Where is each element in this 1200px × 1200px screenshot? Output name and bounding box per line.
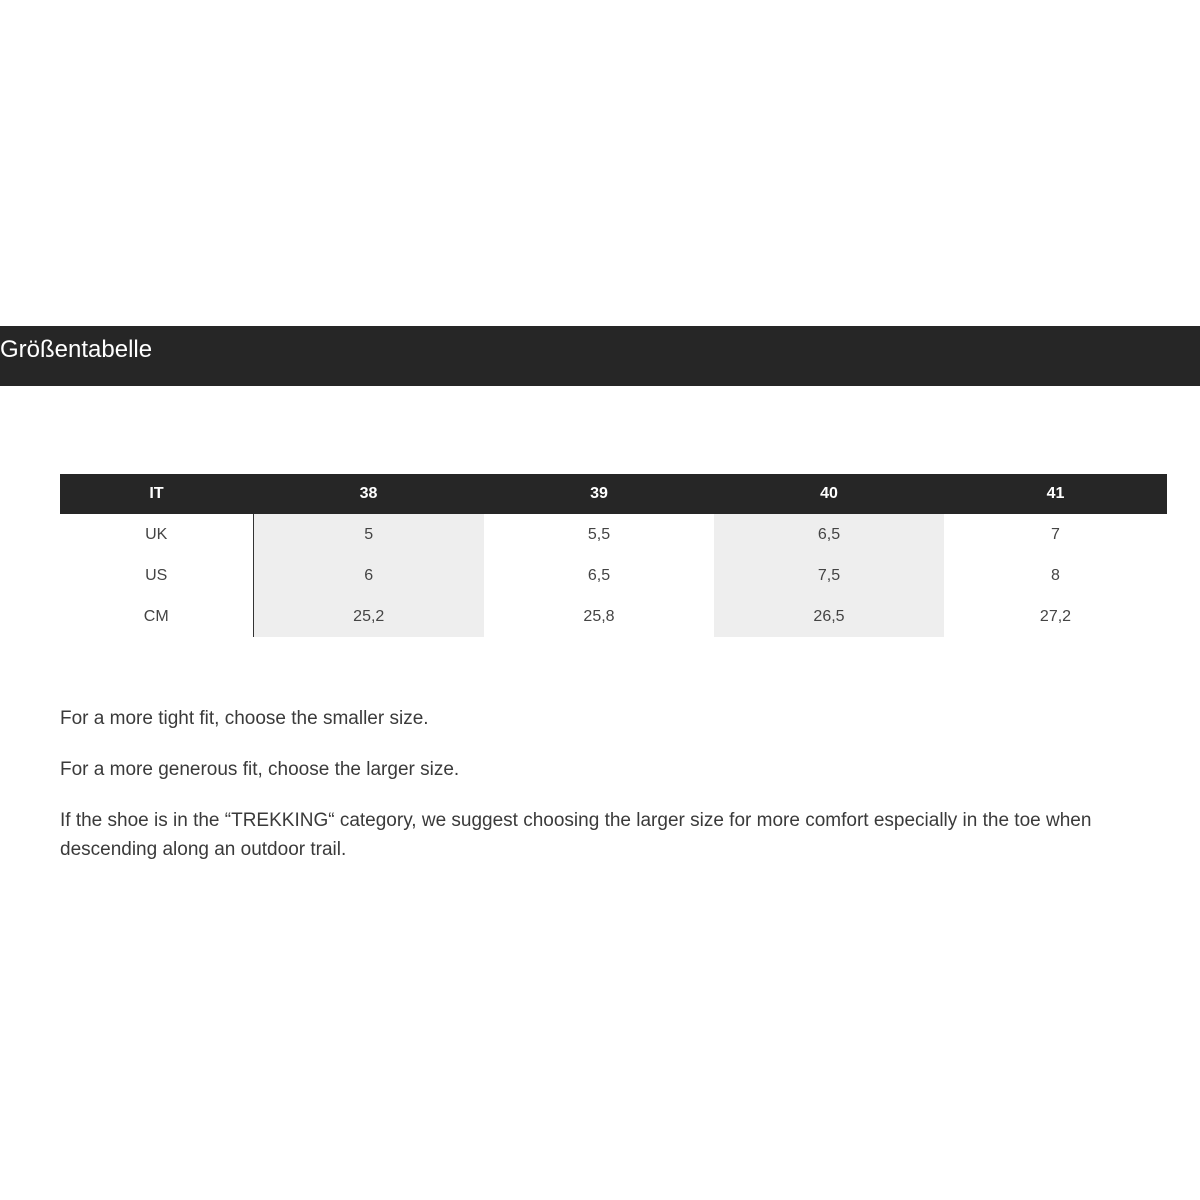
size-chart-header: [0, 326, 1200, 386]
table-cell: 6,5: [714, 514, 944, 555]
table-row-uk: [60, 514, 1167, 555]
table-cell: 6,5: [587, 566, 611, 584]
fit-notes: [60, 704, 1175, 886]
note-generous-fit: For a more generous fit, choose the larger size.: [60, 759, 460, 780]
table-cell: 5: [253, 514, 484, 555]
size-table: [60, 474, 1168, 637]
column-header-39: 39: [590, 485, 608, 502]
note-trekking: If the shoe is in the “TREKKING“ category, we suggest choosing the larger size for more comfort especially in the toe when descending along an outdoor trail.: [60, 810, 1092, 860]
table-row-cm: [60, 596, 1167, 637]
table-header-row: [60, 474, 1167, 514]
table-cell: 6: [253, 555, 484, 596]
row-label: UK: [60, 514, 253, 555]
column-header-38: 38: [359, 485, 378, 502]
table-cell: 25,2: [253, 596, 484, 637]
table-cell: 8: [1051, 566, 1060, 584]
table-cell: 5,5: [587, 525, 611, 543]
column-header-it: IT: [149, 485, 164, 502]
note-tight-fit: For a more tight fit, choose the smaller size.: [60, 708, 429, 729]
table-cell: 26,5: [714, 596, 944, 637]
table-row-us: [60, 555, 1167, 596]
table-cell: 25,8: [583, 607, 615, 625]
row-label: CM: [60, 596, 253, 637]
row-label: US: [60, 555, 253, 596]
column-header-40: 40: [820, 485, 838, 502]
table-cell: 7,5: [714, 555, 944, 596]
table-cell: 7: [1051, 525, 1060, 543]
page-title: Größentabelle: [0, 336, 153, 363]
column-header-41: 41: [1046, 485, 1065, 502]
table-cell: 27,2: [1039, 607, 1072, 625]
